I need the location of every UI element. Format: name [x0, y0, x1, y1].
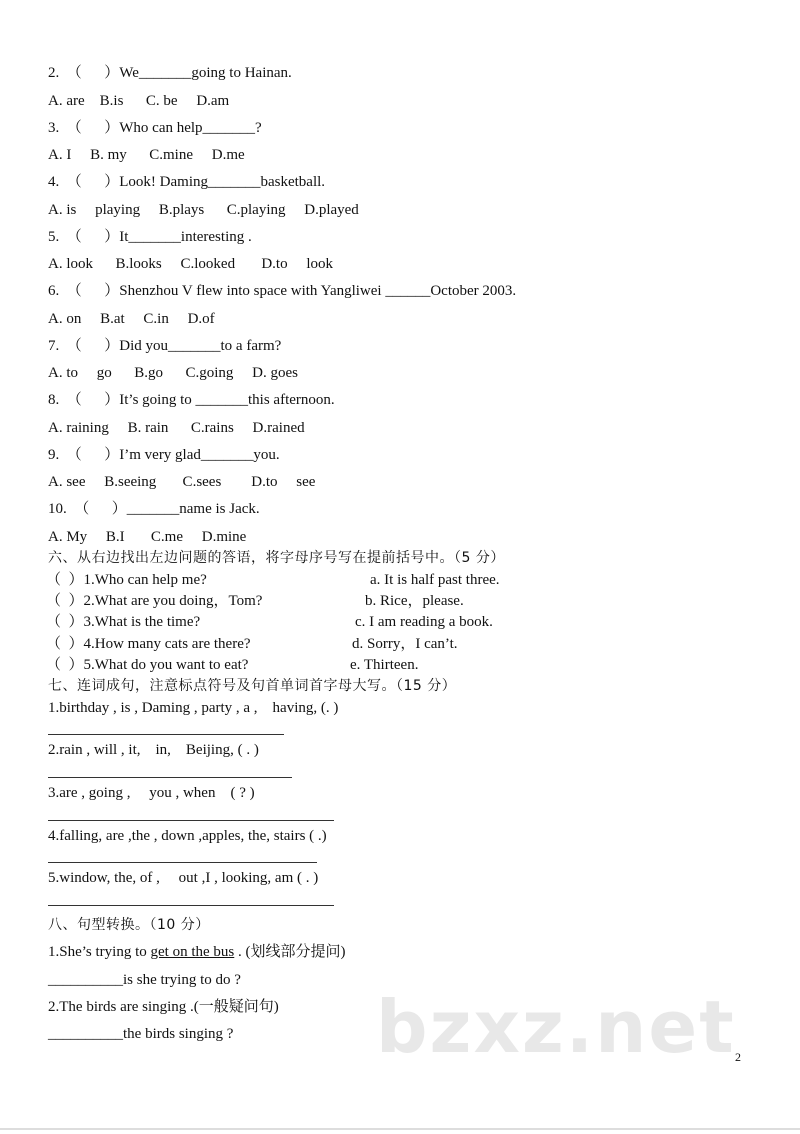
- match-question-5: （ ）5.What do you want to eat?: [46, 657, 249, 673]
- page-number: 2: [735, 1050, 741, 1064]
- transform-q1-underlined: get on the bus: [150, 944, 235, 960]
- page-bottom-edge: [0, 1128, 800, 1130]
- question-8-options: A. raining B. rain C.rains D.rained: [48, 420, 305, 436]
- question-5-options: A. look B.looks C.looked D.to look: [48, 256, 334, 272]
- question-9: 9. （ ）I’m very glad_______you.: [48, 447, 280, 463]
- watermark: bzxz.net: [376, 985, 736, 1069]
- match-question-4: （ ）4.How many cats are there?: [46, 636, 251, 652]
- question-10-options: A. My B.I C.me D.mine: [48, 529, 247, 545]
- question-3-options: A. I B. my C.mine D.me: [48, 147, 245, 163]
- match-question-3: （ ）3.What is the time?: [46, 614, 201, 630]
- answer-line-1: [48, 734, 284, 735]
- match-question-1: （ ）1.Who can help me?: [46, 572, 207, 588]
- transform-question-2: 2.The birds are singing .(一般疑问句): [48, 999, 279, 1015]
- question-10: 10. （ ）_______name is Jack.: [48, 501, 260, 517]
- question-4-options: A. is playing B.plays C.playing D.played: [48, 202, 359, 218]
- transform-question-1: [48, 943, 346, 961]
- question-4: 4. （ ）Look! Daming_______basketball.: [48, 174, 326, 190]
- transform-q1-after: . (划线部分提问): [234, 944, 346, 960]
- match-answer-e: e. Thirteen.: [350, 657, 419, 673]
- match-answer-a: a. It is half past three.: [370, 572, 500, 588]
- question-2-options: A. are B.is C. be D.am: [48, 93, 230, 109]
- match-answer-c: c. I am reading a book.: [355, 614, 493, 630]
- reorder-item-2: 2.rain , will , it, in, Beijing, ( . ): [48, 742, 259, 758]
- answer-line-2: [48, 777, 292, 778]
- match-question-2: （ ）2.What are you doing，Tom?: [46, 593, 263, 609]
- question-7-options: A. to go B.go C.going D. goes: [48, 365, 299, 381]
- question-9-options: A. see B.seeing C.sees D.to see: [48, 474, 316, 490]
- question-7: 7. （ ）Did you_______to a farm?: [48, 338, 282, 354]
- answer-line-3: [48, 820, 334, 821]
- reorder-item-3: 3.are , going , you , when ( ? ): [48, 785, 255, 801]
- section6-title: 六、从右边找出左边问题的答语，将字母序号写在提前括号中。（5 分）: [48, 550, 505, 566]
- reorder-item-4: 4.falling, are ,the , down ,apples, the, stairs ( .): [48, 828, 327, 844]
- section8-title: 八、句型转换。（10 分）: [48, 917, 210, 933]
- match-answer-d: d. Sorry，I can’t.: [352, 636, 458, 652]
- transform-answer-2: __________the birds singing ?: [48, 1026, 234, 1042]
- reorder-item-5: 5.window, the, of , out ,I , looking, am ( . ): [48, 870, 319, 886]
- answer-line-4: [48, 862, 317, 863]
- question-6: 6. （ ）Shenzhou V flew into space with Yangliwei ______October 2003.: [48, 283, 517, 299]
- answer-line-5: [48, 905, 334, 906]
- match-answer-b: b. Rice，please.: [365, 593, 464, 609]
- transform-q1-before: 1.She’s trying to: [48, 944, 151, 960]
- transform-answer-1: __________is she trying to do ?: [48, 972, 241, 988]
- question-5: 5. （ ）It_______interesting .: [48, 229, 252, 245]
- question-6-options: A. on B.at C.in D.of: [48, 311, 215, 327]
- question-3: 3. （ ）Who can help_______?: [48, 120, 262, 136]
- reorder-item-1: 1.birthday , is , Daming , party , a , having, (. ): [48, 700, 339, 716]
- section7-title: 七、连词成句，注意标点符号及句首单词首字母大写。（15 分）: [48, 678, 457, 694]
- question-2: 2. （ ）We_______going to Hainan.: [48, 65, 292, 81]
- question-8: 8. （ ）It’s going to _______this afternoon.: [48, 392, 335, 408]
